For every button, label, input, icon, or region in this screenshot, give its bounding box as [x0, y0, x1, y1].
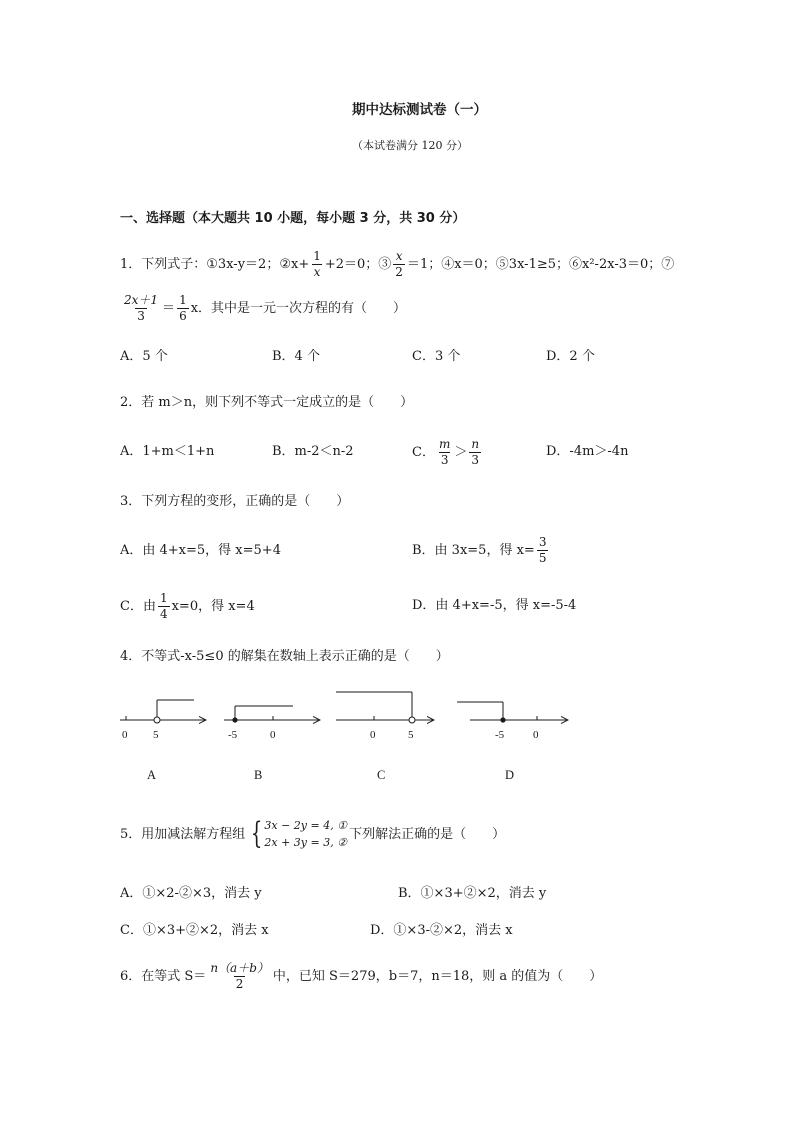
q1-eq-sign: ＝ [162, 300, 176, 316]
q2-option-b[interactable]: B．m-2＜n-2 [272, 444, 354, 459]
q2-option-a[interactable]: A．1+m＜1+n [120, 444, 215, 459]
q3-c-post: x=0，得 x=4 [171, 598, 255, 614]
q6-post: 中，已知 S＝279，b＝7，n＝18，则 a 的值为（ ） [272, 968, 603, 984]
numerator: n [471, 436, 480, 451]
q1-option-a[interactable]: A．5 个 [120, 349, 168, 364]
page-title: 期中达标测试卷（一） [352, 102, 487, 118]
number-line-d[interactable] [457, 702, 568, 741]
q6-pre: 6．在等式 S＝ [120, 968, 207, 984]
question-6-stem [120, 958, 602, 994]
question-1-line-2 [120, 292, 406, 324]
q1-expr-rest: ＝1；④x＝0；⑤3x-1≥5；⑥x²-2x-3＝0；⑦ [406, 256, 675, 272]
q1-fraction-1-over-x [311, 250, 323, 278]
q3-c-pre: C．由 [120, 598, 156, 614]
q5-option-d[interactable]: D．①×3-②×2，消去 x [370, 923, 513, 938]
number-line-a[interactable] [120, 700, 206, 741]
q4-option-b-label[interactable]: B [254, 768, 263, 782]
brace-icon: { [251, 816, 263, 851]
q4-option-a-label[interactable]: A [147, 768, 157, 782]
q3-option-c[interactable] [120, 590, 255, 622]
tick-label: 5 [408, 729, 414, 741]
tick-label: 0 [370, 729, 376, 741]
q2-stem: 2．若 m＞n，则下列不等式一定成立的是（ ） [120, 395, 414, 410]
denominator: 2 [395, 264, 403, 279]
q3-stem: 3．下列方程的变形，正确的是（ ） [120, 494, 350, 509]
denominator: 3 [471, 452, 480, 467]
denominator: 3 [137, 308, 145, 323]
q6-fraction [208, 962, 271, 990]
tick-label: -5 [495, 729, 505, 741]
denominator: 5 [538, 550, 547, 565]
numerator: m [438, 436, 451, 451]
tick-label: 0 [270, 729, 276, 741]
q1-expr-1: ①3x-y＝2； [206, 256, 280, 272]
denominator: 3 [440, 452, 449, 467]
q2-option-d[interactable]: D．-4m＞-4n [546, 444, 629, 459]
question-1-line-1 [120, 250, 674, 278]
q1-option-b[interactable]: B．4 个 [272, 349, 320, 364]
denominator: 2 [235, 976, 244, 991]
numerator: 1 [313, 248, 321, 263]
tick-label: 0 [122, 729, 128, 741]
tick-label: -5 [228, 729, 238, 741]
denominator: 6 [179, 308, 187, 323]
q2-c-fraction-m-over-3 [437, 438, 452, 466]
q1-number: 1．下列式子： [120, 256, 207, 272]
q4-option-d-label[interactable]: D [505, 768, 515, 782]
q1-expr-2b: +2＝0；③ [324, 256, 392, 272]
numerator: 1 [159, 590, 168, 605]
number-line-c[interactable] [336, 692, 434, 741]
q1-option-c[interactable]: C．3 个 [412, 349, 461, 364]
numerator: x [395, 248, 403, 263]
numerator: 2x＋1 [124, 292, 159, 307]
numerator: 3 [538, 534, 547, 549]
tick-label: 0 [533, 729, 539, 741]
q5-equation-1: 3x − 2y = 4, ① [264, 818, 348, 832]
question-5-stem [120, 814, 505, 854]
tick-label: 5 [153, 729, 159, 741]
q2-option-c[interactable] [412, 436, 483, 468]
q2-c-fraction-n-over-3 [469, 438, 481, 466]
q1-fraction-x-over-2 [393, 250, 405, 278]
q5-equation-2: 2x + 3y = 3, ② [264, 836, 348, 849]
q4-number-lines [0, 680, 794, 750]
q1-expr-2a: ②x+ [279, 256, 310, 272]
numerator: 1 [179, 292, 187, 307]
q3-option-b[interactable] [412, 534, 550, 566]
q5-option-b[interactable]: B．①×3+②×2，消去 y [398, 886, 547, 901]
q3-c-fraction [158, 592, 170, 620]
q3-option-a[interactable]: A．由 4+x=5，得 x=5+4 [120, 543, 281, 558]
q3-b-text: B．由 3x=5，得 x= [412, 542, 535, 558]
denominator: 4 [159, 606, 168, 621]
q1-option-d[interactable]: D．2 个 [546, 349, 595, 364]
page-subtitle: （本试卷满分 120 分） [352, 139, 468, 152]
q4-option-c-label[interactable]: C [377, 768, 386, 782]
q5-equation-system [247, 817, 347, 851]
q1-stem-tail: x．其中是一元一次方程的有（ ） [190, 300, 407, 316]
numerator: n（a＋b） [210, 960, 269, 975]
q3-option-d[interactable]: D．由 4+x=-5，得 x=-5-4 [412, 598, 577, 613]
q3-b-fraction [537, 536, 549, 564]
q4-stem: 4．不等式-x-5≤0 的解集在数轴上表示正确的是（ ） [120, 649, 449, 664]
q5-option-a[interactable]: A．①×2-②×3，消去 y [120, 886, 262, 901]
q1-fraction-2x1-over-3 [122, 294, 160, 322]
number-line-b[interactable] [224, 706, 320, 741]
section-heading: 一、选择题（本大题共 10 小题，每小题 3 分，共 30 分） [120, 211, 466, 226]
q5-post: 下列解法正确的是（ ） [349, 826, 506, 842]
q1-fraction-1-over-6 [177, 294, 189, 322]
q2-c-operator: ＞ [454, 444, 468, 460]
q5-option-c[interactable]: C．①×3+②×2，消去 x [120, 923, 269, 938]
q5-pre: 5．用加减法解方程组 [120, 826, 246, 842]
q2-c-label: C． [412, 444, 435, 460]
denominator: x [313, 264, 321, 279]
